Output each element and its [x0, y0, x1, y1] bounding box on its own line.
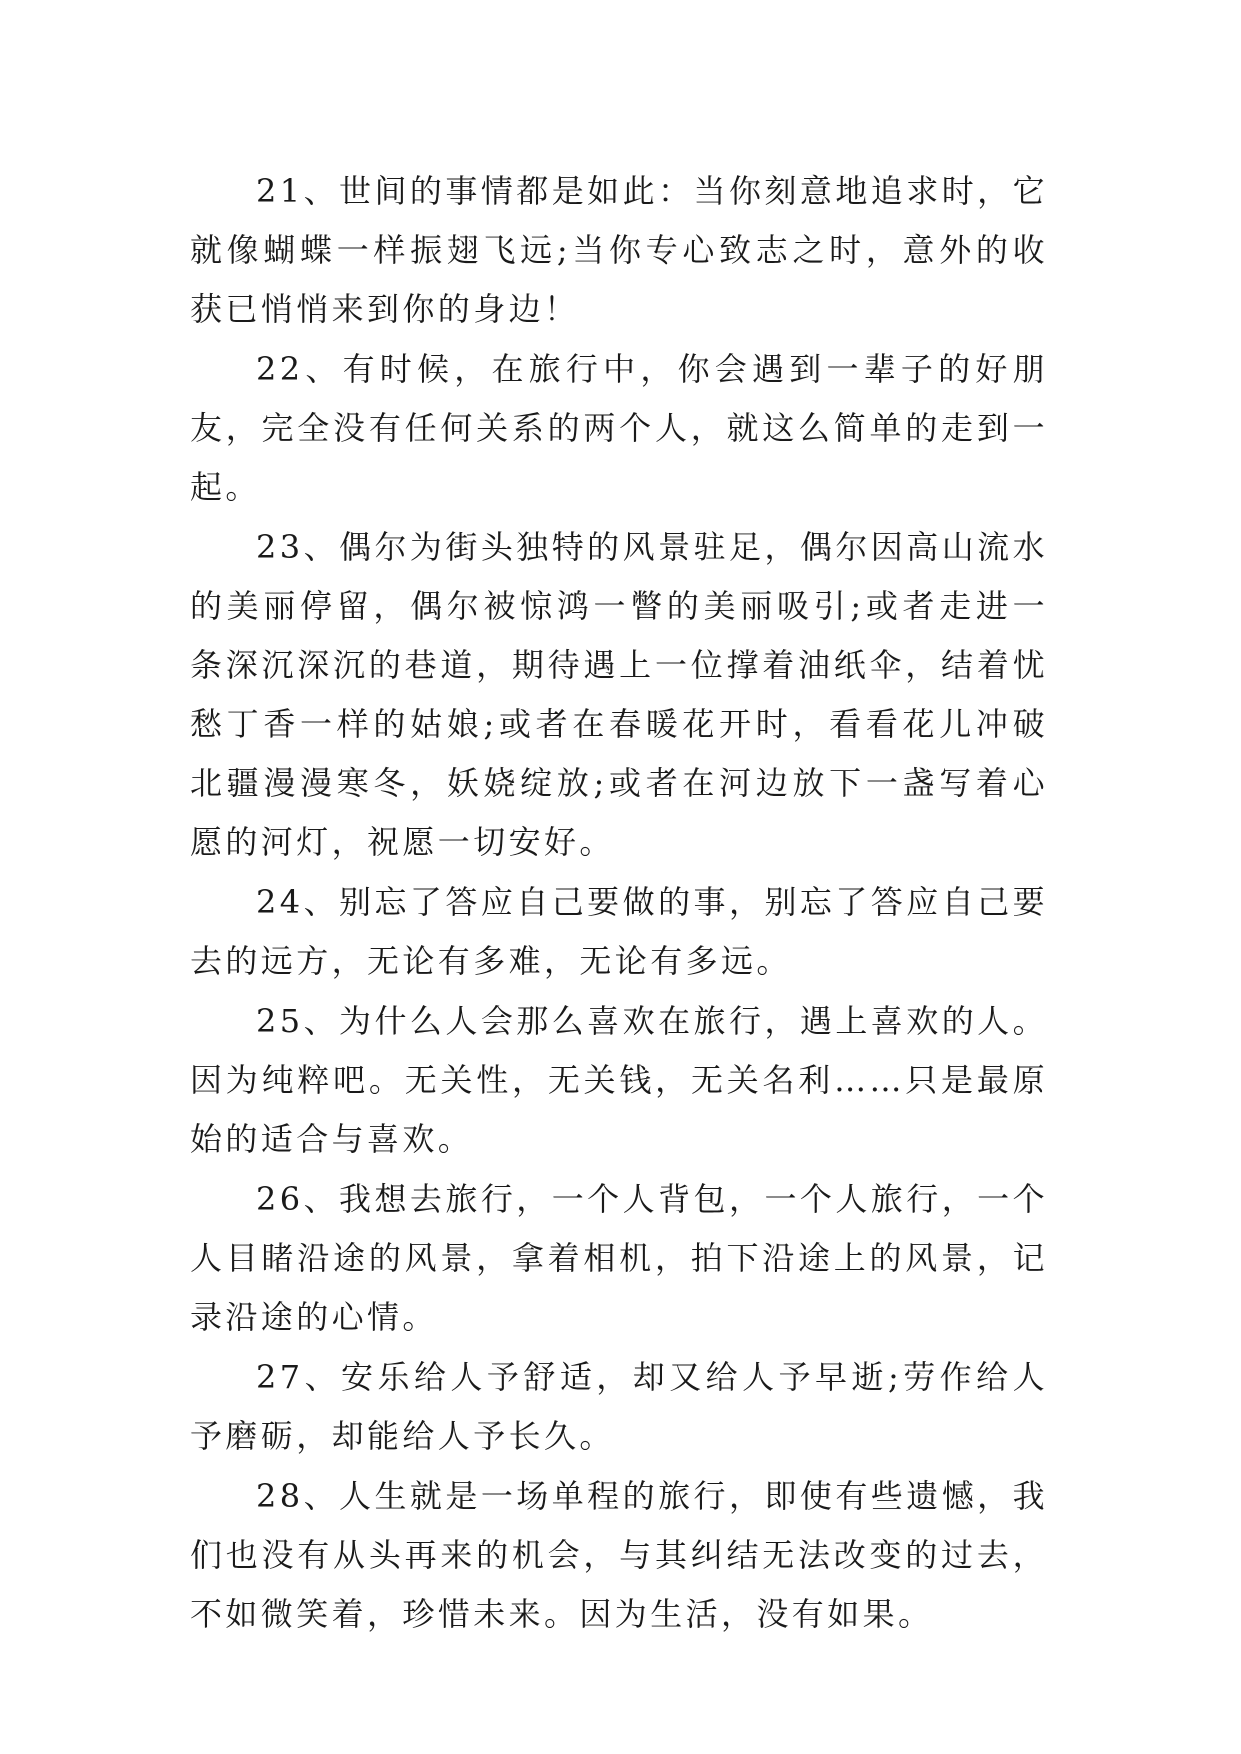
paragraph-23: 23、偶尔为街头独特的风景驻足，偶尔因高山流水的美丽停留，偶尔被惊鸿一瞥的美丽吸引;或者走进一条深沉深沉的巷道，期待遇上一位撑着油纸伞，结着忧愁丁香一样的姑娘;或者在春暖花开时，看看花儿冲破北疆漫漫寒冬，妖娆绽放;或者在河边放下一盏写着心愿的河灯，祝愿一切安好。	[190, 528, 1048, 861]
paragraph-26: 26、我想去旅行，一个人背包，一个人旅行，一个人目睹沿途的风景，拿着相机，拍下沿途上的风景，记录沿途的心情。	[190, 1180, 1048, 1336]
paragraph-24: 24、别忘了答应自己要做的事，别忘了答应自己要去的远方，无论有多难，无论有多远。	[190, 883, 1048, 980]
paragraph-27: 27、安乐给人予舒适，却又给人予早逝;劳作给人予磨砺，却能给人予长久。	[190, 1358, 1048, 1455]
paragraph-25: 25、为什么人会那么喜欢在旅行，遇上喜欢的人。因为纯粹吧。无关性，无关钱，无关名利……只是最原始的适合与喜欢。	[190, 1002, 1048, 1158]
document-body	[190, 162, 1048, 1645]
paragraph-21: 21、世间的事情都是如此：当你刻意地追求时，它就像蝴蝶一样振翅飞远;当你专心致志之时，意外的收获已悄悄来到你的身边！	[190, 172, 1048, 328]
paragraph-28: 28、人生就是一场单程的旅行，即使有些遗憾，我们也没有从头再来的机会，与其纠结无法改变的过去，不如微笑着，珍惜未来。因为生活，没有如果。	[190, 1477, 1048, 1633]
paragraph-22: 22、有时候，在旅行中，你会遇到一辈子的好朋友，完全没有任何关系的两个人，就这么简单的走到一起。	[190, 350, 1048, 506]
